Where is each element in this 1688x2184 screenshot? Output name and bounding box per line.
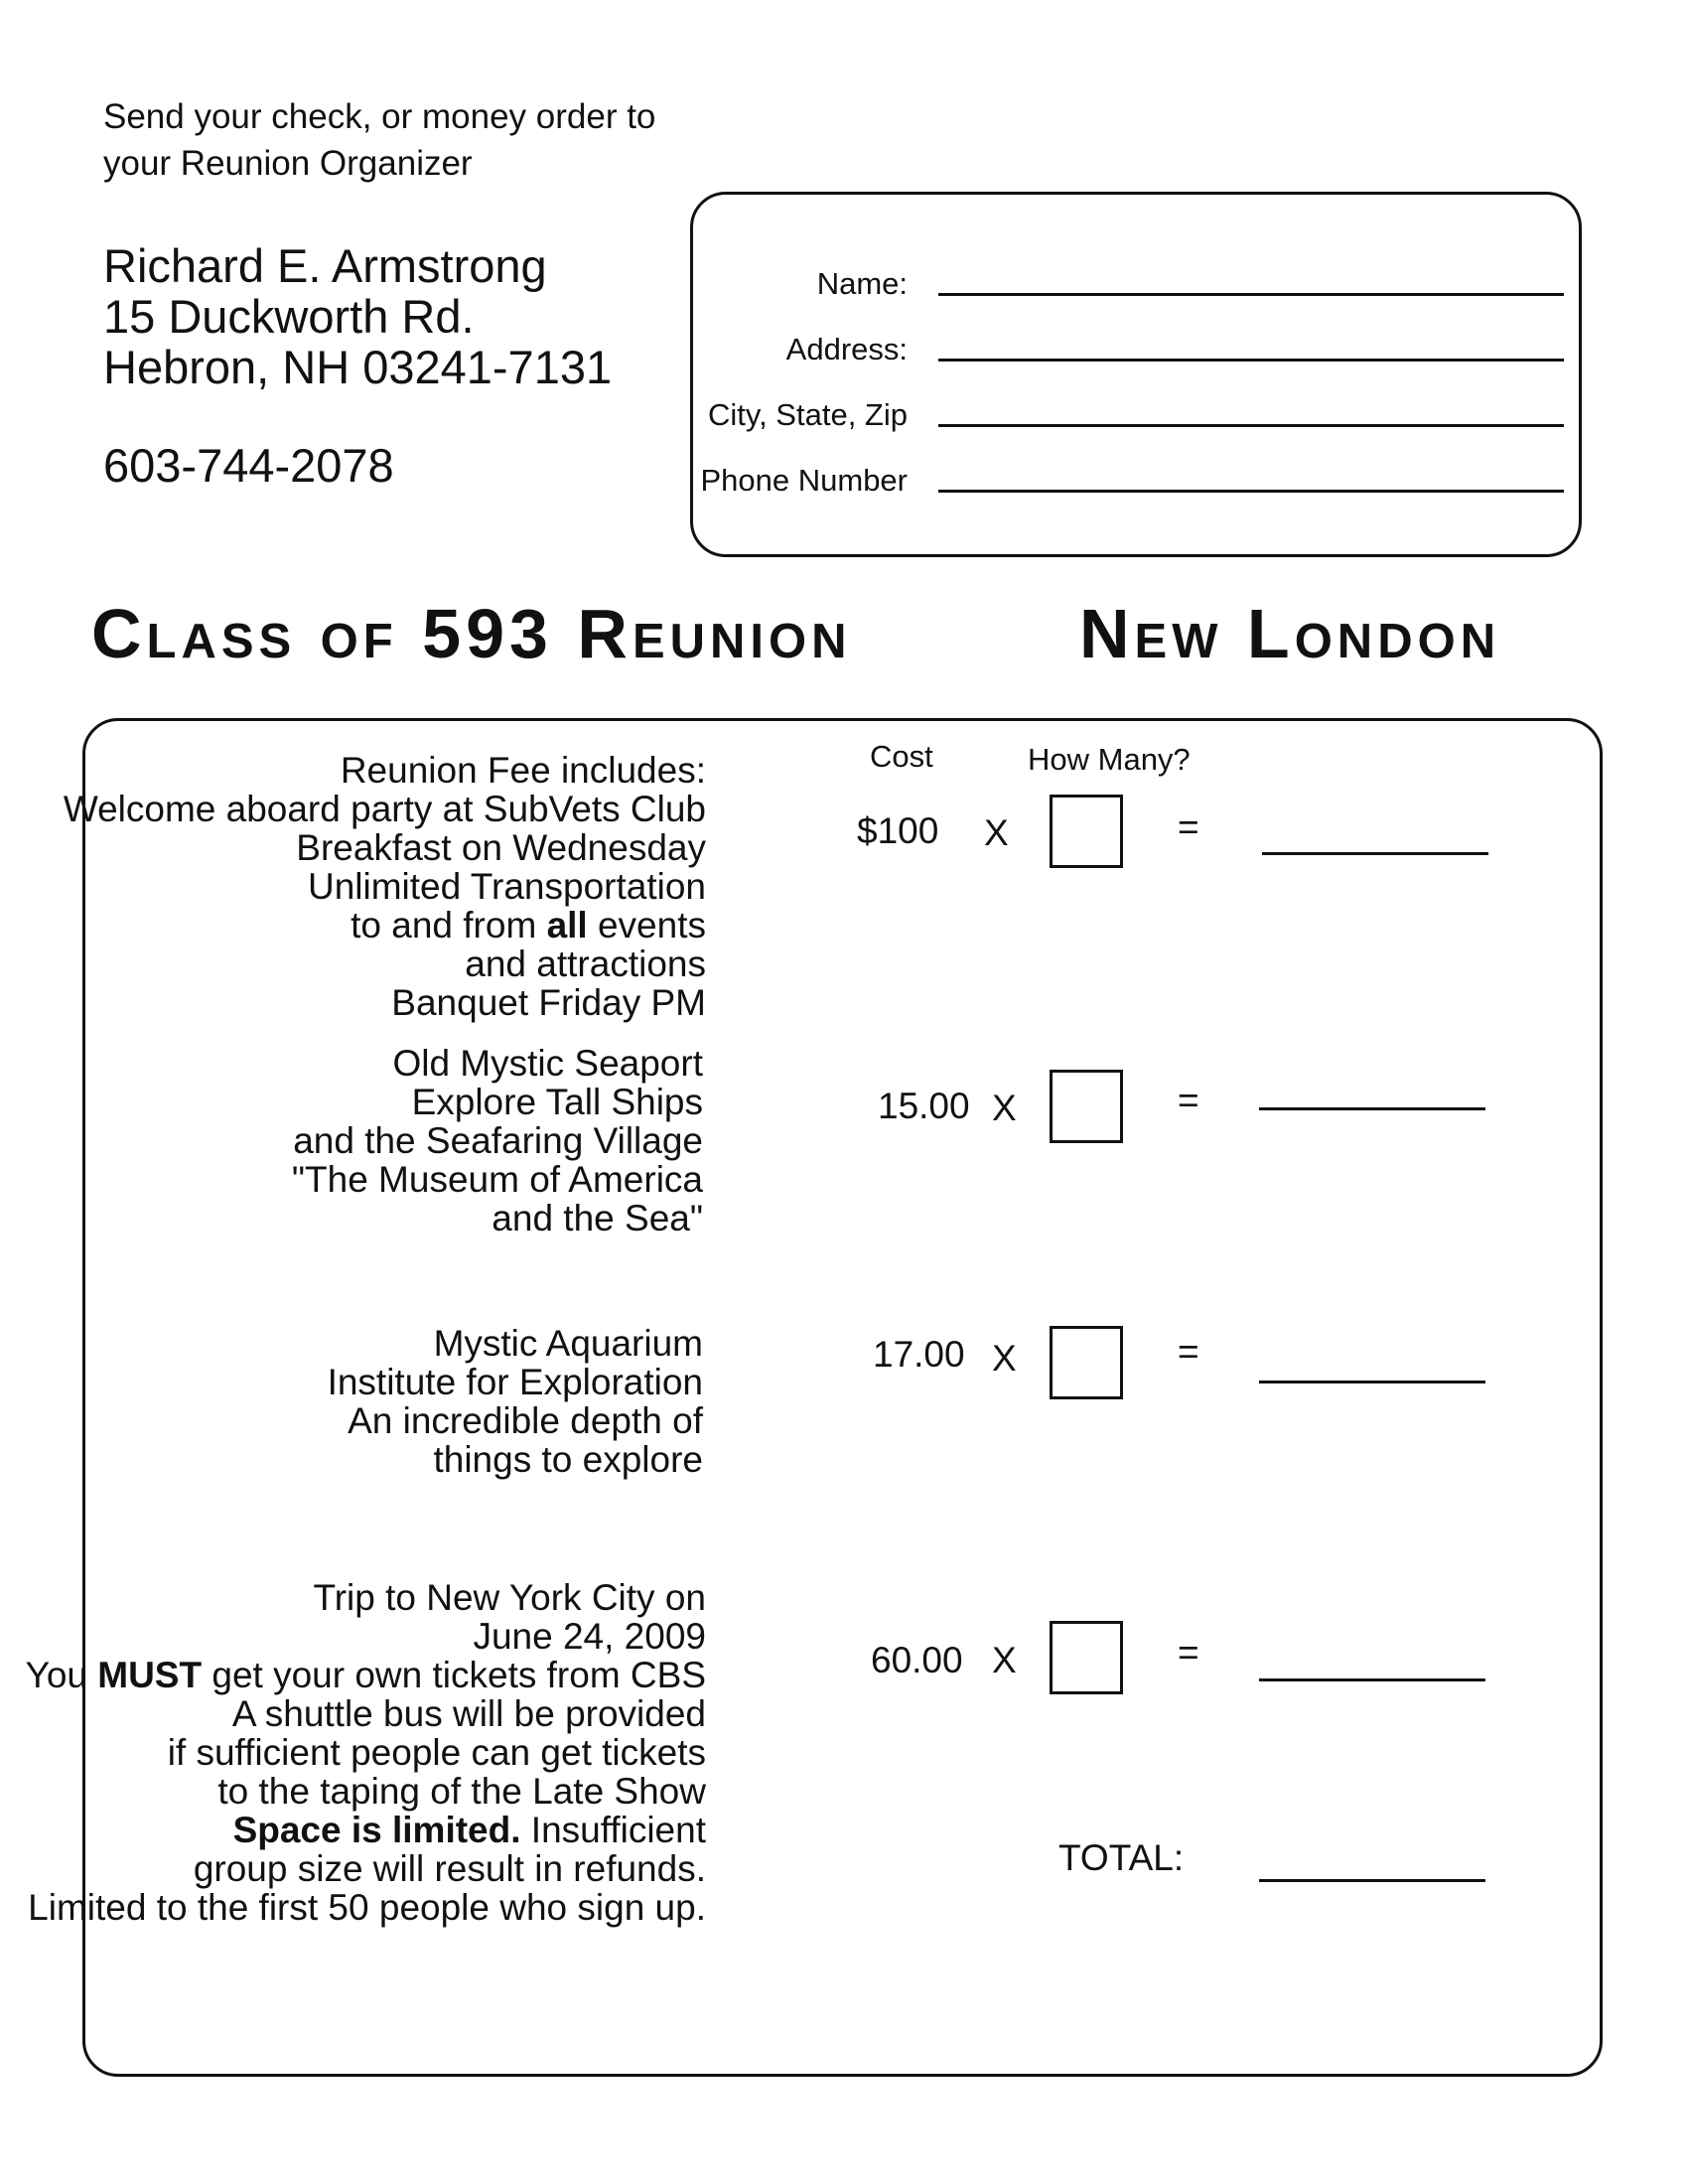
total-amount-field[interactable] — [1259, 1879, 1485, 1882]
description-line: Welcome aboard party at SubVets Club — [63, 789, 706, 829]
item-old-mystic-seaport-cost: 15.00 — [878, 1086, 970, 1126]
phone-number-label: Phone Number — [700, 463, 908, 498]
organizer-address — [103, 240, 612, 392]
description-line: and the Sea" — [492, 1198, 703, 1238]
description-line: Breakfast on Wednesday — [296, 827, 706, 868]
description-line: and the Seafaring Village — [293, 1120, 703, 1161]
equals-sign: = — [1178, 1080, 1199, 1120]
description-line: A shuttle bus will be provided — [231, 1693, 706, 1734]
description-line: June 24, 2009 — [473, 1616, 706, 1657]
emphasis-all: all — [546, 905, 588, 946]
total-label: TOTAL: — [1058, 1837, 1185, 1878]
title-class-reunion: Class of 593 Reunion — [91, 595, 852, 672]
equals-sign: = — [1178, 1331, 1199, 1372]
reunion-title — [91, 594, 1591, 673]
description-line: to and from all events — [351, 905, 706, 946]
description-line: An incredible depth of — [348, 1400, 703, 1441]
item-nyc-trip-cost: 60.00 — [871, 1640, 963, 1680]
item-mystic-aquarium-amount-field[interactable] — [1259, 1381, 1485, 1383]
phone-number-field[interactable] — [938, 490, 1564, 493]
description-line: Limited to the first 50 people who sign up. — [28, 1887, 706, 1928]
instructions-line-2: your Reunion Organizer — [103, 144, 473, 183]
order-form-box — [25, 718, 1603, 2077]
send-instructions — [103, 93, 655, 187]
item-reunion-fee-amount-field[interactable] — [1262, 852, 1488, 855]
address-label: Address: — [785, 332, 908, 366]
description-line: Explore Tall Ships — [411, 1082, 703, 1122]
emphasis-space-limited: Space is limited. — [232, 1810, 521, 1850]
description-line: Old Mystic Seaport — [392, 1043, 703, 1084]
item-old-mystic-seaport-amount-field[interactable] — [1259, 1107, 1485, 1110]
description-line: group size will result in refunds. — [193, 1848, 706, 1889]
name-field[interactable] — [938, 293, 1564, 296]
description-line: and attractions — [465, 944, 706, 984]
equals-sign: = — [1178, 1632, 1199, 1673]
title-location: New London — [1079, 595, 1501, 672]
item-old-mystic-seaport-quantity-box[interactable] — [1050, 1070, 1123, 1143]
description-line: Mystic Aquarium — [433, 1323, 703, 1364]
multiply-sign: X — [984, 812, 1009, 853]
organizer-phone: 603-744-2078 — [103, 439, 394, 492]
description-line: Reunion Fee includes: — [340, 750, 706, 791]
item-nyc-trip-amount-field[interactable] — [1259, 1678, 1485, 1681]
address-field[interactable] — [938, 359, 1564, 362]
item-mystic-aquarium-description — [328, 1324, 703, 1479]
organizer-name: Richard E. Armstrong — [103, 239, 547, 292]
description-line: if sufficient people can get tickets — [167, 1732, 706, 1773]
multiply-sign: X — [992, 1338, 1017, 1379]
description-line: Space is limited. Insufficient — [232, 1810, 706, 1850]
item-mystic-aquarium-quantity-box[interactable] — [1050, 1326, 1123, 1399]
cost-column-header: Cost — [870, 739, 933, 774]
item-old-mystic-seaport-description — [292, 1044, 703, 1238]
emphasis-must: MUST — [97, 1655, 203, 1695]
item-nyc-trip-description — [26, 1578, 706, 1927]
city-state-zip-label: City, State, Zip — [708, 397, 908, 432]
contact-form-box — [690, 192, 1582, 557]
item-nyc-trip-quantity-box[interactable] — [1050, 1621, 1123, 1694]
item-mystic-aquarium-cost: 17.00 — [873, 1334, 965, 1375]
city-state-zip-field[interactable] — [938, 424, 1564, 427]
description-line: things to explore — [433, 1439, 703, 1480]
how-many-column-header: How Many? — [1028, 742, 1191, 777]
name-label: Name: — [816, 266, 908, 301]
description-line: to the taping of the Late Show — [217, 1771, 706, 1812]
multiply-sign: X — [992, 1088, 1017, 1128]
description-line: Unlimited Transportation — [307, 866, 706, 907]
description-line: Institute for Exploration — [327, 1362, 703, 1402]
description-line: Trip to New York City on — [313, 1577, 706, 1618]
item-reunion-fee-quantity-box[interactable] — [1050, 795, 1123, 868]
multiply-sign: X — [992, 1640, 1017, 1680]
description-line: "The Museum of America — [291, 1159, 703, 1200]
item-reunion-fee-description — [64, 751, 706, 1022]
description-line: Banquet Friday PM — [391, 982, 706, 1023]
item-reunion-fee-cost: $100 — [857, 810, 939, 851]
organizer-street: 15 Duckworth Rd. — [103, 290, 475, 343]
description-line: You MUST get your own tickets from CBS — [25, 1655, 706, 1695]
organizer-city: Hebron, NH 03241-7131 — [103, 341, 613, 393]
equals-sign: = — [1178, 806, 1199, 847]
instructions-line-1: Send your check, or money order to — [103, 97, 656, 136]
